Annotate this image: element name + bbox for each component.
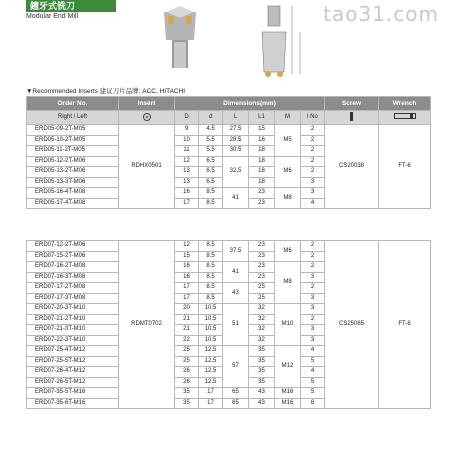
screw-value: CS25065 bbox=[325, 241, 379, 409]
dim-d: 10.5 bbox=[199, 335, 223, 346]
end-mill-image bbox=[150, 2, 210, 72]
dim-L1: 43 bbox=[249, 388, 275, 399]
insert-count: 5 bbox=[301, 388, 325, 399]
dim-d: 8.5 bbox=[199, 198, 223, 209]
order-no: ERD05-17-4T-M08 bbox=[27, 198, 119, 209]
insert-count: 4 bbox=[301, 346, 325, 357]
order-no: ERD07-21-3T-M10 bbox=[27, 325, 119, 336]
dim-L: 27.5 bbox=[223, 125, 249, 136]
dim-L1: 18 bbox=[249, 167, 275, 178]
order-no: ERD07-21-2T-M10 bbox=[27, 314, 119, 325]
dim-L1: 43 bbox=[249, 398, 275, 409]
dim-D: 35 bbox=[175, 388, 199, 399]
dim-D: 17 bbox=[175, 293, 199, 304]
order-no: ERD07-16-2T-M08 bbox=[27, 262, 119, 273]
wrench-value: FT-8 bbox=[379, 241, 431, 409]
dim-L1: 15 bbox=[249, 125, 275, 136]
dim-D: 16 bbox=[175, 262, 199, 273]
dim-L1: 25 bbox=[249, 283, 275, 294]
dim-L1: 23 bbox=[249, 272, 275, 283]
dim-L1: 18 bbox=[249, 156, 275, 167]
col-insert: Insert bbox=[119, 97, 175, 111]
insert-count: 2 bbox=[301, 283, 325, 294]
dim-d: 17 bbox=[199, 388, 223, 399]
insert-count: 2 bbox=[301, 135, 325, 146]
dim-header-3: L1 bbox=[249, 111, 275, 125]
dimension-diagram bbox=[248, 2, 308, 82]
dim-d: 12.5 bbox=[199, 377, 223, 388]
dim-D: 25 bbox=[175, 356, 199, 367]
dim-M: M12 bbox=[275, 346, 301, 388]
dim-L: 41 bbox=[223, 188, 249, 209]
dim-d: 12.5 bbox=[199, 346, 223, 357]
order-no: ERD05-12-2T-M06 bbox=[27, 156, 119, 167]
dim-D: 26 bbox=[175, 367, 199, 378]
dim-D: 16 bbox=[175, 272, 199, 283]
dim-D: 13 bbox=[175, 177, 199, 188]
dim-L1: 32 bbox=[249, 304, 275, 315]
dim-D: 11 bbox=[175, 146, 199, 157]
insert-count: 4 bbox=[301, 198, 325, 209]
insert-count: 2 bbox=[301, 251, 325, 262]
order-no: ERD07-12-2T-M06 bbox=[27, 241, 119, 252]
insert-count: 3 bbox=[301, 188, 325, 199]
screw-icon-cell bbox=[325, 111, 379, 125]
dim-D: 21 bbox=[175, 314, 199, 325]
dim-L: 32.5 bbox=[223, 156, 249, 188]
dim-M: M6 bbox=[275, 241, 301, 262]
dim-D: 12 bbox=[175, 241, 199, 252]
dim-L1: 32 bbox=[249, 314, 275, 325]
dim-L1: 35 bbox=[249, 346, 275, 357]
dim-L1: 32 bbox=[249, 335, 275, 346]
dim-d: 8.5 bbox=[199, 241, 223, 252]
order-no: ERD07-26-5T-M12 bbox=[27, 377, 119, 388]
dim-d: 8.5 bbox=[199, 262, 223, 273]
dim-D: 26 bbox=[175, 377, 199, 388]
insert-count: 2 bbox=[301, 125, 325, 136]
dim-L: 65 bbox=[223, 388, 249, 399]
dim-L1: 23 bbox=[249, 188, 275, 199]
dim-M: M16 bbox=[275, 398, 301, 409]
dim-header-2: L bbox=[223, 111, 249, 125]
table-row bbox=[27, 241, 431, 252]
dim-L1: 23 bbox=[249, 198, 275, 209]
order-no: ERD07-35-5T-M16 bbox=[27, 388, 119, 399]
dim-L1: 18 bbox=[249, 177, 275, 188]
order-no: ERD07-35-6T-M16 bbox=[27, 398, 119, 409]
dim-L: 28.5 bbox=[223, 135, 249, 146]
insert-value: RDMT0702 bbox=[119, 241, 175, 409]
insert-icon bbox=[143, 113, 151, 121]
insert-count: 5 bbox=[301, 356, 325, 367]
dim-L: 65 bbox=[223, 398, 249, 409]
dim-L: 30.5 bbox=[223, 146, 249, 157]
order-no: ERD05-09-2T-M05 bbox=[27, 125, 119, 136]
dim-L1: 35 bbox=[249, 356, 275, 367]
insert-count: 3 bbox=[301, 177, 325, 188]
dim-d: 6.5 bbox=[199, 177, 223, 188]
dim-d: 8.5 bbox=[199, 188, 223, 199]
order-no: ERD05-10-2T-M05 bbox=[27, 135, 119, 146]
dim-d: 4.5 bbox=[199, 125, 223, 136]
col-screw: Screw bbox=[325, 97, 379, 111]
dim-d: 5.5 bbox=[199, 135, 223, 146]
insert-count: 3 bbox=[301, 293, 325, 304]
dim-D: 16 bbox=[175, 188, 199, 199]
watermark: tao31.com bbox=[323, 2, 439, 26]
dim-d: 6.5 bbox=[199, 167, 223, 178]
order-no: ERD05-11-2T-M05 bbox=[27, 146, 119, 157]
dim-L1: 23 bbox=[249, 241, 275, 252]
dim-L1: 25 bbox=[249, 293, 275, 304]
dim-d: 12.5 bbox=[199, 367, 223, 378]
dim-D: 25 bbox=[175, 346, 199, 357]
spec-table-group1 bbox=[26, 96, 431, 209]
insert-value: RDHX0501 bbox=[119, 125, 175, 209]
order-no: ERD07-17-3T-M08 bbox=[27, 293, 119, 304]
order-no: ERD07-25-5T-M12 bbox=[27, 356, 119, 367]
dim-D: 35 bbox=[175, 398, 199, 409]
wrench-icon bbox=[394, 113, 416, 119]
insert-count: 4 bbox=[301, 367, 325, 378]
order-no: ERD07-16-3T-M08 bbox=[27, 272, 119, 283]
dim-L1: 23 bbox=[249, 262, 275, 273]
dim-d: 12.5 bbox=[199, 356, 223, 367]
subheader-row bbox=[27, 111, 431, 125]
dim-M: M10 bbox=[275, 304, 301, 346]
dim-header-5: l No bbox=[301, 111, 325, 125]
dim-d: 10.5 bbox=[199, 314, 223, 325]
dim-L1: 35 bbox=[249, 377, 275, 388]
dim-D: 20 bbox=[175, 304, 199, 315]
spec-table-group2 bbox=[26, 240, 431, 409]
right-left-label: Right / Left bbox=[27, 111, 119, 125]
screw-icon bbox=[350, 112, 353, 121]
dim-M: M8 bbox=[275, 188, 301, 209]
dim-d: 8.5 bbox=[199, 293, 223, 304]
order-no: ERD05-13-3T-M06 bbox=[27, 177, 119, 188]
dim-L1: 16 bbox=[249, 135, 275, 146]
dim-d: 8.5 bbox=[199, 272, 223, 283]
order-no: ERD07-25-4T-M12 bbox=[27, 346, 119, 357]
dim-M: M16 bbox=[275, 388, 301, 399]
insert-count: 3 bbox=[301, 304, 325, 315]
dim-D: 21 bbox=[175, 325, 199, 336]
dim-header-0: D bbox=[175, 111, 199, 125]
recommended-inserts-note: ▼Recommended Inserts 建议刀片品牌: ACC, HITACHI bbox=[26, 88, 186, 95]
dim-L: 57 bbox=[223, 346, 249, 388]
dim-header-4: M bbox=[275, 111, 301, 125]
wrench-icon-cell bbox=[379, 111, 431, 125]
dim-d: 8.5 bbox=[199, 283, 223, 294]
insert-count: 2 bbox=[301, 241, 325, 252]
insert-icon-cell bbox=[119, 111, 175, 125]
page-subtitle: Modular End Mill bbox=[26, 13, 79, 20]
dim-d: 17 bbox=[199, 398, 223, 409]
insert-count: 2 bbox=[301, 262, 325, 273]
dim-D: 9 bbox=[175, 125, 199, 136]
dim-M: M6 bbox=[275, 156, 301, 188]
dim-D: 13 bbox=[175, 167, 199, 178]
page-title: 鐘牙式铣刀 bbox=[30, 2, 76, 12]
col-order-no: Order No. bbox=[27, 97, 119, 111]
order-no: ERD07-20-3T-M10 bbox=[27, 304, 119, 315]
dim-d: 6.5 bbox=[199, 156, 223, 167]
dim-M: M5 bbox=[275, 125, 301, 157]
insert-count: 3 bbox=[301, 335, 325, 346]
order-no: ERD05-16-4T-M08 bbox=[27, 188, 119, 199]
col-wrench: Wrench bbox=[379, 97, 431, 111]
order-no: ERD07-22-3T-M10 bbox=[27, 335, 119, 346]
insert-count: 2 bbox=[301, 167, 325, 178]
insert-count: 3 bbox=[301, 272, 325, 283]
dim-header-1: d bbox=[199, 111, 223, 125]
screw-value: CS20038 bbox=[325, 125, 379, 209]
insert-count: 2 bbox=[301, 314, 325, 325]
table-row bbox=[27, 125, 431, 136]
insert-count: 5 bbox=[301, 377, 325, 388]
dim-D: 17 bbox=[175, 283, 199, 294]
dim-D: 12 bbox=[175, 156, 199, 167]
dim-L1: 23 bbox=[249, 251, 275, 262]
wrench-value: FT-6 bbox=[379, 125, 431, 209]
dim-D: 15 bbox=[175, 251, 199, 262]
insert-count: 2 bbox=[301, 146, 325, 157]
dim-D: 17 bbox=[175, 198, 199, 209]
dim-L: 37.5 bbox=[223, 241, 249, 262]
insert-count: 3 bbox=[301, 325, 325, 336]
dim-L: 43 bbox=[223, 283, 249, 304]
dim-D: 10 bbox=[175, 135, 199, 146]
dim-d: 5.5 bbox=[199, 146, 223, 157]
dim-d: 10.5 bbox=[199, 325, 223, 336]
dim-L1: 32 bbox=[249, 325, 275, 336]
dim-L: 41 bbox=[223, 262, 249, 283]
dim-d: 8.5 bbox=[199, 251, 223, 262]
dim-D: 22 bbox=[175, 335, 199, 346]
order-no: ERD07-26-4T-M12 bbox=[27, 367, 119, 378]
insert-count: 6 bbox=[301, 398, 325, 409]
dim-d: 10.5 bbox=[199, 304, 223, 315]
order-no: ERD07-15-2T-M06 bbox=[27, 251, 119, 262]
order-no: ERD05-13-2T-M06 bbox=[27, 167, 119, 178]
dim-L1: 18 bbox=[249, 146, 275, 157]
dim-M: M8 bbox=[275, 262, 301, 304]
insert-count: 2 bbox=[301, 156, 325, 167]
dim-L: 51 bbox=[223, 304, 249, 346]
col-dimensions: Dimensions(mm) bbox=[175, 97, 325, 111]
order-no: ERD07-17-2T-M08 bbox=[27, 283, 119, 294]
dim-L1: 35 bbox=[249, 367, 275, 378]
